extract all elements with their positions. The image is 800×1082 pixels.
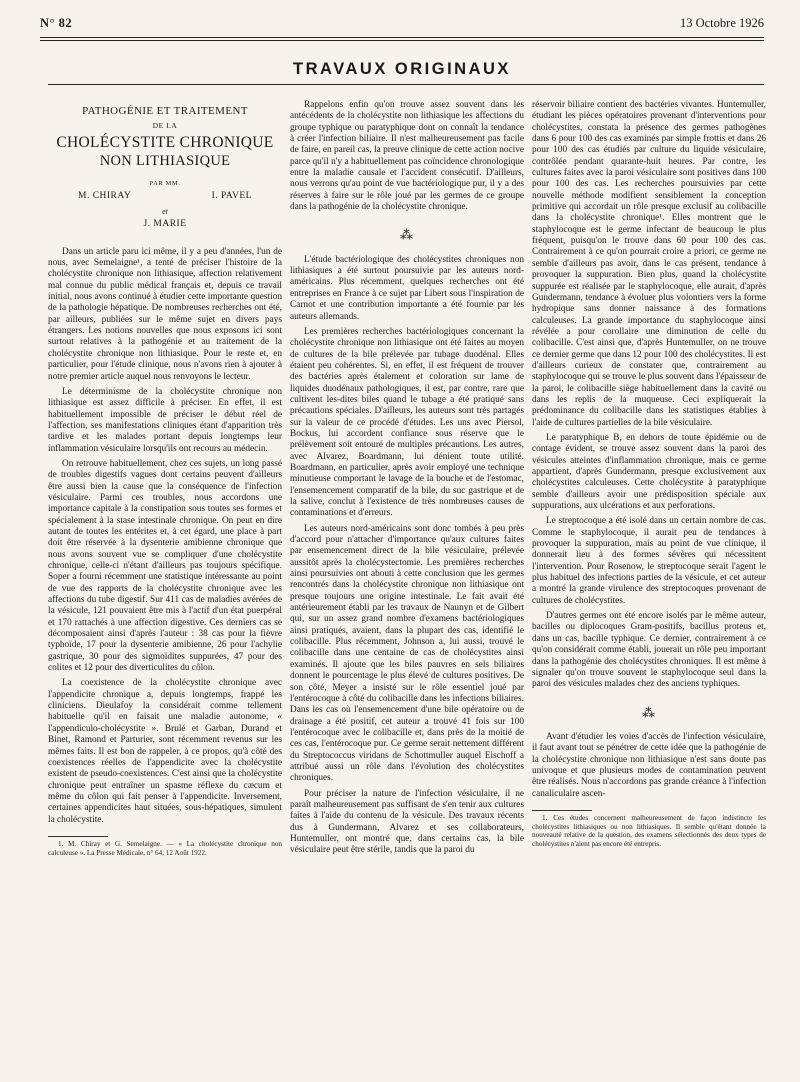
- title-line-1: PATHOGÉNIE ET TRAITEMENT: [82, 105, 248, 117]
- par-mm: PAR MM.: [149, 179, 181, 187]
- footnote: 1. Ces études concernent malheureusement de façon indistincte les cholécystites lithiasiques ou non lithiasiques. Il semble qu'étant donnée la nouveauté relative de la question, des examens sélectionnés des deux types de cholécystites n'aient pas encore été entrepris.: [532, 813, 766, 848]
- footnote-rule: [48, 836, 108, 837]
- paragraph: On retrouve habituellement, chez ces sujets, un long passé de troubles digestifs vagues dont certains peuvent d'ailleurs être aussi bien la cause que la conséquence de l'infection vésiculaire. Parmi ces troubles, nous accordons une importance capitale à la constipation sous toutes ses formes et spécialement à la stase intestinale chronique. On peut en dire autant de toutes les entérites et, à cet égard, une place à part doit être réservée à la dysenterie amibienne chronique que nous avons souvent vue se compliquer d'une cholécystite chronique, celle-ci n'étant d'ailleurs pas toujours spécifique. Soper a fourni récemment une statistique intéressante au point de vue des rapports de la cholécystite chronique avec les affections du tube digestif. Sur 411 cas de maladies avérées de la vésicule, 121 pouvaient être mis à l'actif d'un état puerpéral et 170 rattachés à une affection digestive. Ces derniers cas se décomposaient ainsi d'après l'auteur : 38 cas pour la fièvre typhoïde, 17 pour la dysenterie amibienne, 26 pour l'achylie gastrique, 30 pour des sigmoïdites suppurées, 47 pour des colites et 12 pour des diverticulites du côlon.: [48, 458, 282, 674]
- asterism: ⁂: [642, 704, 656, 720]
- paragraph: Le streptocoque a été isolé dans un certain nombre de cas. Comme le staphylocoque, il aurait peu de tendances à provoquer la suppuration, mais au point de vue clinique, il donnerait lieu à des formes sévères qui nécessitent l'intervention. Pour Rosenow, le streptocoque serait l'agent le plus habituel des infections parties de la vésicule, et cet auteur a montré la grande virulence des streptocoques provenant de cultures de cholécystites.: [532, 516, 766, 606]
- author-3: J. MARIE: [143, 219, 187, 230]
- article-title: CHOLÉCYSTITE CHRONIQUE: [56, 133, 274, 151]
- column-1: [48, 100, 282, 857]
- paragraph: réservoir biliaire contient des bactéries vivantes. Huntemuller, étudiant les pièces opératoires provenant d'interventions pour cholécystites, constata la présence des germes pathogènes dans 6 pour 100 des cas examinés par simple frottis et dans 26 pour 100 des cas étudiés par culture du liquide vésiculaire, contrôlée pendant quarante-huit heures. Par contre, les cultures faites avec la paroi vésiculaire sont positives dans 100 pour 100 des cas. Les recherches poursuivies par cette nouvelle méthode modifient sensiblement la conception primitive qui accordait un rôle presque exclusif au colibacille dans la cholécystite chronique¹. Elles montrent que le staphylocoque est le germe infectant de beaucoup le plus fréquent, puisqu'on le trouve dans 60 pour 100 des cas. Contrairement à ce qu'on pourrait croire a priori, ce germe ne semble d'ailleurs pas avoir, dans le cas présent, tendance à provoquer la suppuration. Bien plus, quand la cholécystite suppurée est réalisée par le staphylocoque, elle aurait, d'après Gundermann, tendance à évoluer plus volontiers vers la forme hydropique sans donner naissance à des formations calculeuses. La grande importance du staphylocoque ainsi révélée a pour corollaire une diminution de celle du colibacille. C'est ainsi que, d'après Huntemuller, on ne trouve ce dernier germe que dans 12 pour 100 des cholécystites. Il est d'ailleurs curieux de constater que, contrairement au staphylocoque qui se trouve le plus souvent dans l'épaisseur de la paroi, le colibacille siège habituellement dans la cavité ou dans les replis de la muqueuse. Ceci expliquerait la prédominance du colibacille dans les statistiques établies à l'aide de cultures partielles de la bile vésiculaire.: [532, 100, 766, 428]
- author-2: I. PAVEL: [211, 191, 252, 202]
- section-title: TRAVAUX ORIGINAUX: [293, 60, 511, 78]
- paragraph: L'étude bactériologique des cholécystites chroniques non lithiasiques a été surtout poursuivie par les auteurs nord-américains. Plus récemment, quelques recherches ont été entreprises en France à ce sujet par Libert sous l'inspiration de Carnot et une contribution importante a été fournie par les auteurs allemands.: [290, 254, 524, 322]
- running-header: [40, 12, 764, 34]
- author-1: M. CHIRAY: [78, 191, 132, 202]
- issue-date: 13 Octobre 1926: [679, 16, 764, 30]
- paragraph: Rappelons enfin qu'on trouve assez souvent dans les antécédents de la cholécystite non lithiasique les affections du groupe typhique ou paratyphique dont on connaît la tendance à créer l'infection biliaire. Il n'est malheureusement pas facile de faire, en pareil cas, la preuve clinique de cette action nocive parce qu'il n'y a habituellement pas coïncidence chronologique entre la maladie causale et l'accident consécutif. D'ailleurs, nous verrons qu'au point de vue bactériologique pur, il y a des réserves à faire sur le rôle joué par les germes de ce groupe dans la pathogénie de la cholécystite chronique.: [290, 100, 524, 213]
- paragraph: Les premières recherches bactériologiques concernant la cholécystite chronique non lithiasique ont été faites au moyen de cultures de la bile prélevée par tubage duodénal. Elles étaient peu cohérentes. Si, en effet, il est fréquent de trouver des bactéries après étalement et coloration sur lame de liquides duodénaux pathologiques, il est, par contre, rare que cultivent les-dites biles quand le tubage a été pratiqué sans précautions spéciales. D'ailleurs, les auteurs sont très partagés sur la valeur de ce procédé d'études. Les uns avec Piersol, Bockus, lui accordent confiance sous réserve que le prélèvement soit entouré de multiples précautions. Les autres, avec Alvarez, Boardmann, lui dénient toute utilité. Boardmann, en particulier, après avoir employé une technique minutieuse comportant le lavage de la bouche et de l'estomac, l'ensemencement comparatif de la bile, du suc gastrique et de la salive, conclut à l'existence de très nombreuses causes de contaminations et d'erreurs.: [290, 326, 524, 519]
- header-rule-top: [40, 37, 764, 38]
- author-conjunction: et: [162, 207, 168, 217]
- column-2: [290, 100, 524, 857]
- authors-row: [48, 191, 282, 205]
- paragraph: Les auteurs nord-américains sont donc tombés à peu près d'accord pour n'attacher d'importance qu'aux cultures faites par ensemencement direct de la bile vésiculaire, prélevée aussitôt après la cholécystectomie. Les premières recherches ainsi poursuivies ont abouti à cette conclusion que les germes rencontrés dans la cholécystite chronique non lithiasique ont presque toujours une origine intestinale. Le fait avait été antérieurement établi par les travaux de Naunyn et de Gilbert qui, sur un assez grand nombre d'examens bactériologiques ainsi pratiqués, avaient, dans la plupart des cas, identifié le colibacille. Plus récemment, Johnson a, lui aussi, trouvé le colibacille dans une centaine de cas de cholécystites ainsi examinés. Il ajoute que les biles pauvres en sels biliaires donnent le pourcentage le plus élevé de cultures positives. De son côté, Meyer a insisté sur le rôle essentiel joué par l'entérocoque à côté du colibacille dans les infections biliaires. Dans les cas où l'ensemencement d'une bile opératoire ou de drainage a été positif, cet auteur a trouvé 41 fois sur 100 l'entérocoque avec le colibacille et, dans près de la moitié de ces cas, l'entérocoque pur. Ce germe serait nettement différent du Streptococcus viridans de Schottmuller auquel Eischoff a attribué aussi un rôle dans l'évolution des cholécystites chroniques.: [290, 523, 524, 784]
- paragraph: La coexistence de la cholécystite chronique avec l'appendicite chronique a, depuis longtemps, frappé les cliniciens. Dieulafoy la considérait comme tellement habituelle qu'il en faisait une maladie autonome, « l'appendiculo-cholécystite ». Brulé et Garban, Durand et Binet, Ramond et Parturier, sont récemment revenus sur les mêmes faits. Il est bon de rappeler, à ce propos, qu'à côté des coexistences réelles de l'appendicite avec la cholécystite existent de pseudo-coexistences. C'est ainsi que la cholécystite chronique peut entraîner un spasme réflexe du cæcum et même du côlon qui fait penser à l'appendicite. Inversement, certaines appendicites haut situées, sous-hépatiques, simulent la cholécystite.: [48, 678, 282, 825]
- paragraph: Avant d'étudier les voies d'accès de l'infection vésiculaire, il faut avant tout se pénétrer de cette idée que la pathogénie de la cholécystite chronique non lithiasique n'est sans doute pas univoque et que plusieurs modes de contamination peuvent être réalisés. Nous n'accordons pas grande créance à l'infection canaliculaire ascen-: [532, 731, 766, 799]
- footnote: 1. M. Chiray et G. Semelaigne. — « La cholécystite chronique non calculeuse ». La Presse Médicale, n° 64, 12 Août 1922.: [48, 839, 282, 857]
- footnote-rule: [532, 810, 592, 811]
- paragraph: Pour préciser la nature de l'infection vésiculaire, il ne paraît malheureusement pas suffisant de s'en tenir aux cultures faites à l'aide du contenu de la vésicule. Des travaux récents dus à Gundermann, Alvarez et ses collaborateurs, Huntemuller, ont montré que, dans certains cas, la bile vésiculaire peut être stérile, tandis que la paroi du: [290, 788, 524, 856]
- header-rule-bottom: [40, 40, 764, 41]
- article-subtitle: NON LITHIASIQUE: [99, 152, 231, 169]
- title-de-la: DE LA: [152, 121, 178, 131]
- paragraph: Le déterminisme de la cholécystite chronique non lithiasique est assez difficile à préciser. En effet, il est habituellement impossible de préciser le début réel de l'affection, ses manifestations cliniques étant d'apparition très tardive et les malades portant depuis longtemps leur inflammation vésiculaire lorsqu'ils ont recours au médecin.: [48, 386, 282, 454]
- paragraph: D'autres germes ont été encore isolés par le même auteur, bacilles ou diplocoques Gram-positifs, bacillus proteus et, dans un cas, bacille typhique. Ce dernier, contrairement à ce qu'on considérait comme établi, jouerait un rôle peu important dans la pathogénie des cholécystites chroniques. Il est même à signaler qu'on trouve souvent le staphylocoque seul dans la paroi des vésicules malades chez des anciens typhiques.: [532, 611, 766, 690]
- section-rule: [48, 84, 764, 85]
- article-title-block: [48, 106, 282, 231]
- asterism: ⁂: [400, 227, 414, 243]
- issue-number: N° 82: [40, 16, 73, 30]
- column-3: [532, 100, 766, 848]
- paragraph: Le paratyphique B, en dehors de toute épidémie ou de contage évident, se trouve assez souvent dans la paroi des vésicules atteintes d'inflammation chronique, mais ce germe appartient, d'après Gundermann, presque exclusivement aux cholécystites calculeuses. Cette cholécystite à paratyphique semble d'ailleurs avoir une prédisposition spéciale aux suppurations, aux ulcérations et aux perforations.: [532, 432, 766, 512]
- paragraph: Dans un article paru ici même, il y a peu d'années, l'un de nous, avec Semelaigne¹, a tenté de préciser l'histoire de la cholécystite chronique non lithiasique, affection relativement mal connue du public médical français et, depuis ce travail initial, nous avons continué à étudier cette importante question de la pathologie hépatique. De nombreuses recherches ont été, par ailleurs, publiées sur le même sujet en divers pays étrangers. Les notions nouvelles que nous exposons ici sont surtout relatives à la pathogénie et au traitement de la cholécystite chronique non lithiasique. Pour le reste et, en particulier, pour l'étude clinique, nous n'avons rien à ajouter à notre premier article auquel nous renvoyons le lecteur.: [48, 246, 282, 382]
